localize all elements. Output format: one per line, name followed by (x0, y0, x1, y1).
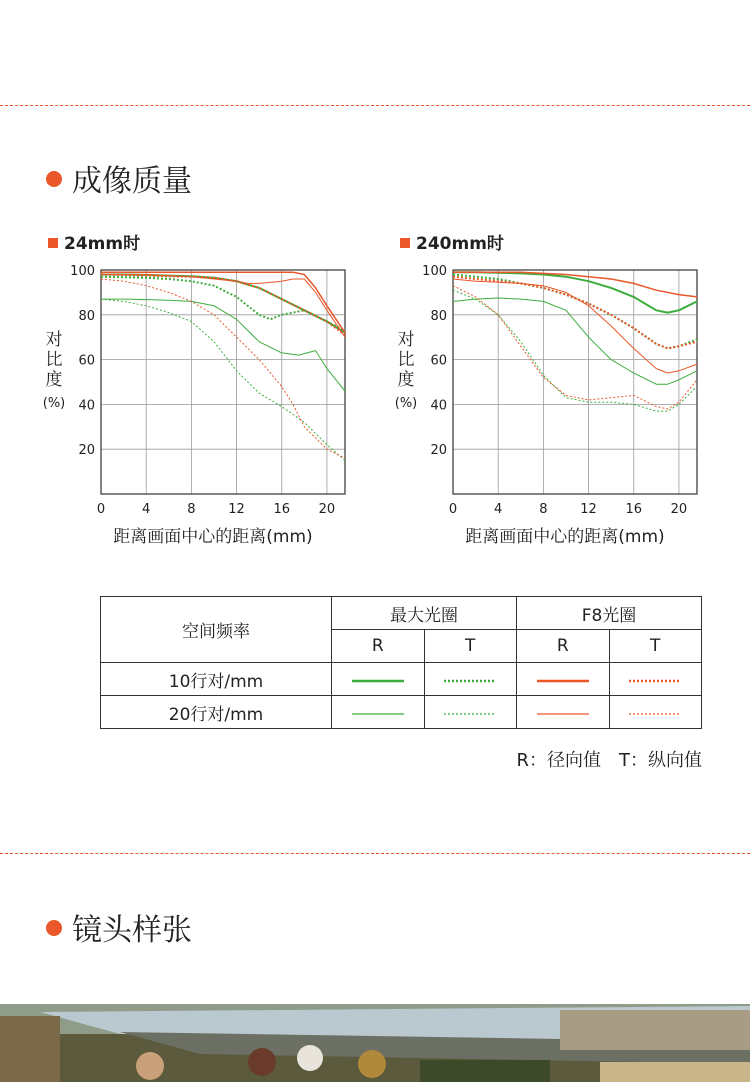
series-line (453, 290, 697, 411)
y-tick-label: 60 (430, 353, 447, 369)
freq-header: 空间频率 (101, 597, 332, 663)
y-tick-label: 60 (78, 353, 95, 369)
x-tick-label: 16 (273, 502, 291, 517)
x-axis-label: 距离画面中心的距离(mm) (465, 527, 665, 547)
y-tick-label: 100 (70, 264, 95, 279)
r-header: R (332, 630, 425, 663)
samples-section-title (46, 913, 192, 948)
samples-title-text: 镜头样张 (72, 913, 192, 948)
x-tick-label: 4 (142, 502, 151, 517)
chart1-title: 24mm时 (48, 229, 140, 254)
series-line (101, 277, 345, 331)
series-line (101, 279, 345, 458)
x-tick-label: 16 (625, 502, 643, 517)
x-tick-label: 12 (580, 502, 597, 517)
series-line (453, 286, 697, 409)
legend-swatch (517, 663, 610, 696)
row-20lp-label: 20行对/mm (101, 696, 332, 729)
x-tick-label: 12 (228, 502, 245, 517)
y-tick-label: 80 (78, 308, 95, 324)
plot-frame (101, 270, 345, 494)
y-tick-label: 40 (78, 398, 95, 414)
y-tick-label: 80 (430, 308, 447, 324)
r-header: R (517, 630, 610, 663)
y-tick-label: 20 (78, 443, 95, 459)
t-header: T (609, 630, 702, 663)
legend-swatch (424, 696, 517, 729)
x-tick-label: 0 (96, 502, 106, 517)
t-header: T (424, 630, 517, 663)
sample-photo (0, 1004, 750, 1082)
plot-frame (453, 270, 697, 494)
y-tick-label: 40 (430, 398, 447, 414)
legend-swatch (609, 663, 702, 696)
top-divider (0, 105, 750, 106)
y-axis-label: 对比度(%) (394, 330, 418, 411)
bullet-dot-icon (46, 171, 62, 187)
y-axis-label: 对比度(%) (42, 330, 66, 411)
x-tick-label: 0 (448, 502, 458, 517)
middle-divider (0, 853, 750, 854)
y-tick-label: 100 (422, 264, 447, 279)
legend-swatch (424, 663, 517, 696)
series-line (453, 277, 697, 349)
x-tick-label: 8 (539, 502, 548, 517)
legend-swatch (332, 696, 425, 729)
series-line (453, 279, 697, 373)
bullet-dot-icon (46, 920, 62, 936)
row-10lp-label: 10行对/mm (101, 663, 332, 696)
x-tick-label: 8 (187, 502, 196, 517)
mtf-chart-240mm (382, 258, 712, 553)
x-axis-label: 距离画面中心的距离(mm) (113, 527, 313, 547)
legend-swatch (609, 696, 702, 729)
legend-swatch (517, 696, 610, 729)
square-bullet-icon (48, 238, 58, 248)
chart2-title: 240mm时 (400, 229, 504, 254)
f8-aperture-header: F8光圈 (517, 597, 702, 630)
x-tick-label: 20 (318, 502, 336, 517)
y-tick-label: 20 (430, 443, 447, 459)
rt-note: R：径向值 T：纵向值 (516, 750, 702, 771)
mtf-chart-24mm (30, 258, 360, 553)
x-tick-label: 20 (670, 502, 688, 517)
max-aperture-header: 最大光圈 (332, 597, 517, 630)
sample-photo-image (0, 1004, 750, 1082)
quality-title-text: 成像质量 (72, 164, 192, 199)
series-line (453, 272, 697, 297)
legend-swatch (332, 663, 425, 696)
quality-section-title (46, 164, 192, 199)
x-tick-label: 4 (494, 502, 503, 517)
square-bullet-icon (400, 238, 410, 248)
legend-table (100, 596, 702, 729)
